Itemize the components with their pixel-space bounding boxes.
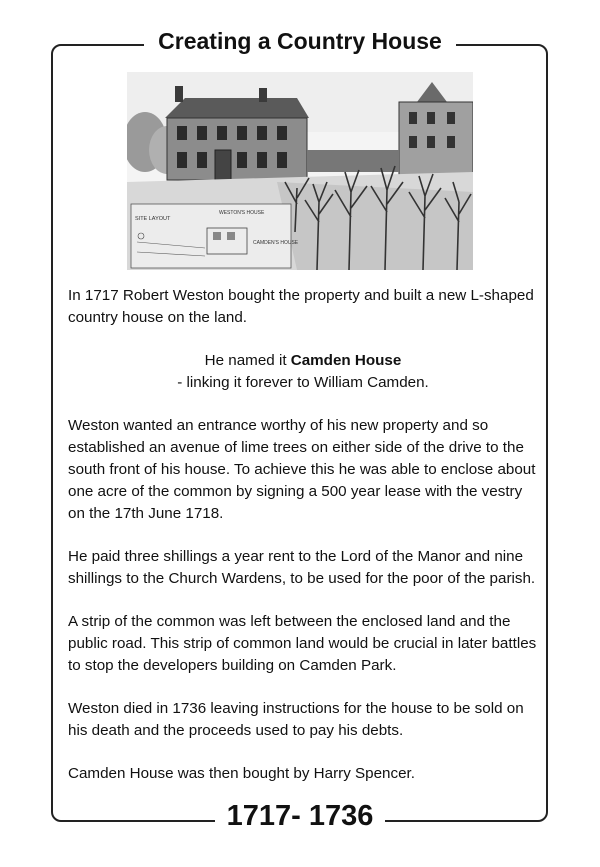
content: [68, 285, 538, 806]
title-wrapper: [0, 28, 600, 55]
page-title: Creating a Country House: [144, 28, 456, 54]
site-layout-label: SITE LAYOUT: [135, 216, 171, 222]
house-illustration: [127, 72, 473, 270]
date-range: 1717- 1736: [215, 800, 386, 832]
paragraph-purchase: In 1717 Robert Weston bought the property and built a new L-shaped country house on the land.: [68, 287, 534, 326]
paragraph-rent: He paid three shillings a year rent to the Lord of the Manor and nine shillings to the Church Wardens, to be used for the poor of the parish.: [68, 548, 536, 587]
paragraph-naming: [68, 350, 538, 394]
camdens-house-label: CAMDEN'S HOUSE: [253, 240, 299, 246]
paragraph-spencer: Camden House was then bought by Harry Spencer.: [68, 765, 415, 782]
westons-house-label: WESTON'S HOUSE: [219, 210, 265, 216]
naming-line2: - linking it forever to William Camden.: [177, 374, 429, 391]
paragraph-entrance: Weston wanted an entrance worthy of his new property and so established an avenue of lime trees on either side of the drive to the south front of his house. To achieve this he was able to enclose about one acre of the common by signing a 500 year lease with the vestry on the 17th June 1718.: [68, 417, 536, 522]
footer-wrapper: [0, 800, 600, 833]
site-layout-inset: [131, 204, 299, 268]
camden-house-name: Camden House: [290, 352, 402, 369]
paragraph-death: Weston died in 1736 leaving instructions for the house to be sold on his death and the proceeds used to pay his debts.: [68, 700, 524, 739]
paragraph-common-strip: A strip of the common was left between the enclosed land and the public road. This strip of common land would be crucial in later battles to stop the developers building on Camden Park.: [68, 613, 537, 674]
naming-prefix: He named it: [204, 352, 291, 369]
westons-house-drawing: [165, 86, 309, 180]
